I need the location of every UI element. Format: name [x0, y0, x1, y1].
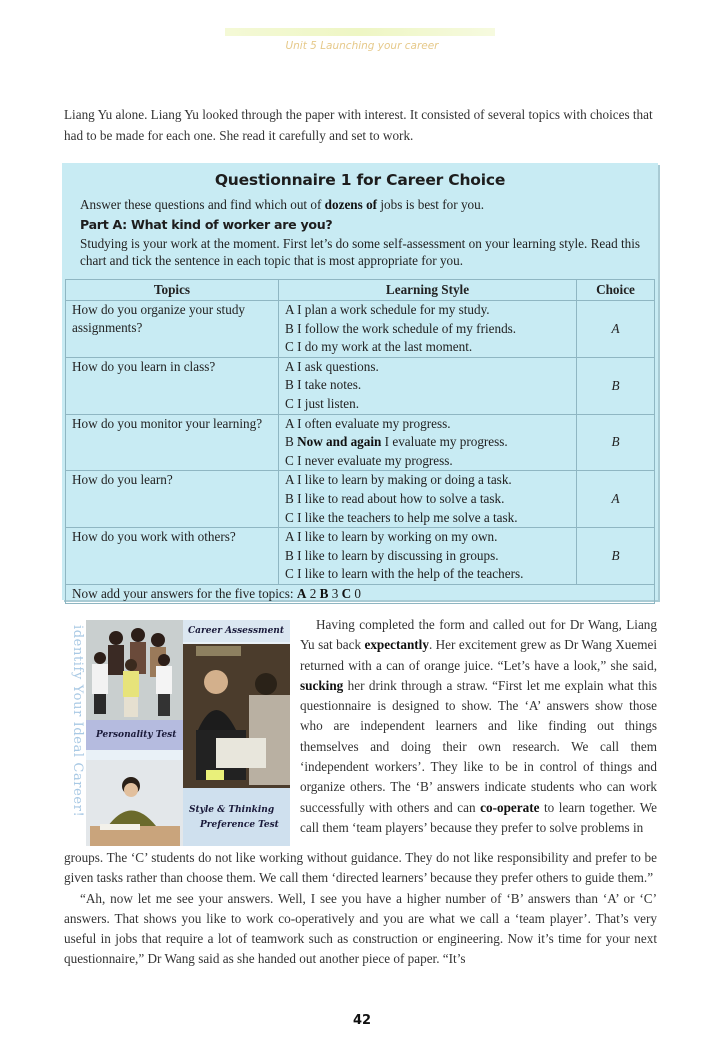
- option-text: I never evaluate my progress.: [297, 452, 453, 468]
- table-row: [66, 471, 655, 528]
- story-text: to learn together. We call them ‘team players’ because they prefer to solve problems in: [300, 799, 657, 835]
- totals-values: [297, 586, 361, 601]
- table-row: [66, 357, 655, 414]
- choice-cell[interactable]: A: [577, 301, 655, 358]
- label-preference-test: Preference Test: [200, 820, 279, 830]
- table-row: [66, 301, 655, 358]
- option-letter: C: [285, 509, 294, 525]
- questionnaire-subtitle: [80, 197, 484, 213]
- label-style-thinking: Style & Thinking: [189, 805, 275, 815]
- unit-title: Unit 5 Launching your career: [285, 40, 439, 52]
- total-letter: A: [296, 585, 307, 601]
- option-letter: B: [285, 547, 294, 563]
- part-a-heading: Part A: What kind of worker are you?: [80, 217, 333, 232]
- option-letter: A: [285, 472, 294, 488]
- topic-cell: How do you learn?: [66, 471, 279, 528]
- story-paragraph-1-end: groups. The ‘C’ students do not like working without guidance. They do not like responsibility and prefer to be given tasks rather than choose them. We call them ‘directed learners’ because they prefer others to guide them.”: [64, 850, 657, 886]
- learning-style-cell: [279, 357, 577, 414]
- learning-style-option[interactable]: [285, 376, 570, 395]
- learning-style-option[interactable]: [285, 338, 570, 357]
- learning-style-option[interactable]: [285, 433, 570, 452]
- choice-cell[interactable]: B: [577, 528, 655, 585]
- career-collage-image: [86, 620, 290, 846]
- choice-cell[interactable]: A: [577, 471, 655, 528]
- table-row: [66, 528, 655, 585]
- topic-cell: How do you monitor your learning?: [66, 414, 279, 471]
- learning-style-cell: [279, 528, 577, 585]
- story-paragraph-2: “Ah, now let me see your answers. Well, I see you have a higher number of ‘B’ answers than ‘A’ or ‘C’ answers. That shows you like to work co-operatively and you are what we call a ‘team player’. That’s very useful in jobs that require a lot of teamwork such as construction or engineering. Now it’s time for your next questionnaire,” Dr Wang said as she handed out another piece of paper. “It’s: [64, 890, 657, 967]
- option-text: I like to learn by working on my own.: [297, 529, 498, 545]
- option-text: I like to read about how to solve a task.: [297, 490, 505, 506]
- topic-cell: How do you work with others?: [66, 528, 279, 585]
- interview-photo: [183, 620, 290, 788]
- totals-row: [66, 584, 655, 603]
- story-continuation: [64, 848, 657, 970]
- option-text: I ask questions.: [297, 358, 379, 374]
- option-letter: A: [285, 302, 294, 317]
- total-count: 2: [309, 585, 317, 601]
- topic-cell: How do you organize your study assignments?: [66, 301, 279, 358]
- learning-style-option[interactable]: [285, 452, 570, 471]
- option-text: I like to learn with the help of the teachers.: [297, 566, 524, 582]
- header-decoration: [225, 28, 495, 36]
- total-count: 0: [354, 585, 361, 601]
- learning-style-option[interactable]: [285, 490, 570, 509]
- questionnaire-title: Questionnaire 1 for Career Choice: [214, 171, 506, 189]
- questionnaire-box: [62, 163, 658, 600]
- label-career-assessment: Career Assessment: [188, 626, 284, 636]
- option-text: I take notes.: [297, 377, 362, 393]
- option-letter: B: [285, 490, 294, 506]
- questionnaire-description: Studying is your work at the moment. First let’s do some self-assessment on your learning style. Read this chart and tick the sentence in each topic that is most appropriate for you.: [80, 236, 641, 268]
- learning-style-option[interactable]: [285, 320, 570, 339]
- option-letter: C: [285, 395, 294, 411]
- learning-style-option[interactable]: [285, 358, 570, 377]
- learning-style-option[interactable]: [285, 509, 570, 528]
- choice-cell[interactable]: B: [577, 357, 655, 414]
- option-text: I follow the work schedule of my friends.: [297, 320, 517, 336]
- learning-style-option[interactable]: [285, 395, 570, 414]
- total-letter: B: [319, 585, 329, 601]
- option-letter: A: [285, 529, 294, 545]
- choice-cell[interactable]: B: [577, 414, 655, 471]
- learning-style-option[interactable]: [285, 547, 570, 566]
- option-letter: C: [285, 452, 294, 468]
- learning-style-cell: [279, 301, 577, 358]
- style-band: [183, 788, 290, 846]
- option-letter: B: [285, 377, 294, 393]
- intro-paragraph: Liang Yu alone. Liang Yu looked through the paper with interest. It consisted of several topics with choices that had to be made for each one. She read it carefully and set to work.: [64, 107, 653, 143]
- table-header-row: [66, 280, 655, 301]
- vocab-co-operate: co-operate: [480, 799, 540, 815]
- column-header-learning-style: Learning Style: [279, 280, 577, 301]
- story-text: . Her excitement grew as Dr Wang Xuemei returned with a can of orange juice. “Let’s have a look,” she said,: [300, 637, 657, 673]
- group-photo: [86, 620, 183, 720]
- story-paragraph-1: [300, 615, 657, 838]
- option-letter: A: [285, 358, 294, 374]
- learning-style-option[interactable]: [285, 528, 570, 547]
- questionnaire-table: [65, 279, 655, 604]
- option-text: I often evaluate my progress.: [297, 415, 451, 431]
- option-text: I plan a work schedule for my study.: [297, 302, 490, 317]
- story-text: Having completed the form and called out for Dr Wang, Liang Yu sat back: [300, 617, 657, 653]
- option-text: I like to learn by making or doing a task.: [297, 472, 512, 488]
- option-text: I like to learn by discussing in groups.: [297, 547, 499, 563]
- vocab-expectantly: expectantly: [364, 637, 429, 653]
- option-text: I evaluate my progress.: [384, 434, 508, 450]
- option-text: I just listen.: [297, 395, 360, 411]
- label-personality-test: Personality Test: [96, 730, 177, 740]
- topic-cell: How do you learn in class?: [66, 357, 279, 414]
- subtitle-bold: dozens of: [324, 197, 378, 212]
- learning-style-cell: [279, 414, 577, 471]
- subtitle-text-end: jobs is best for you.: [377, 197, 485, 212]
- option-text: I do my work at the last moment.: [297, 339, 473, 355]
- learning-style-option[interactable]: [285, 471, 570, 490]
- learning-style-cell: [279, 471, 577, 528]
- subtitle-text: Answer these questions and find which out of: [80, 197, 325, 212]
- option-bold-phrase: Now and again: [297, 434, 382, 450]
- totals-cell: [66, 584, 655, 603]
- total-count: 3: [331, 585, 339, 601]
- option-letter: A: [285, 415, 294, 431]
- totals-label: Now add your answers for the five topics:: [72, 585, 294, 601]
- story-text: her drink through a straw. “First let me explain what this questionnaire is designed to show. The ‘A’ answers show those who are independent learners and like finding out things themselves and doing their own research. We call them ‘independent workers’. They like to be in control of things and organize others. The ‘B’ answers indicate students who can work successfully with others and can: [300, 677, 657, 815]
- vertical-slogan-text: identify Your Ideal Career!: [70, 625, 85, 818]
- page-number: 42: [352, 1013, 372, 1028]
- option-letter: C: [285, 339, 294, 355]
- option-text: I like the teachers to help me solve a task.: [297, 509, 518, 525]
- learning-style-option[interactable]: [285, 415, 570, 434]
- option-letter: B: [285, 434, 294, 450]
- column-header-topics: Topics: [66, 280, 279, 301]
- option-letter: B: [285, 320, 294, 336]
- column-header-choice: Choice: [577, 280, 655, 301]
- learning-style-option[interactable]: [285, 301, 570, 320]
- learning-style-option[interactable]: [285, 565, 570, 584]
- option-letter: C: [285, 566, 294, 582]
- student-photo: [86, 760, 183, 846]
- vocab-sucking: sucking: [300, 677, 344, 693]
- table-row: [66, 414, 655, 471]
- total-letter: C: [341, 585, 352, 601]
